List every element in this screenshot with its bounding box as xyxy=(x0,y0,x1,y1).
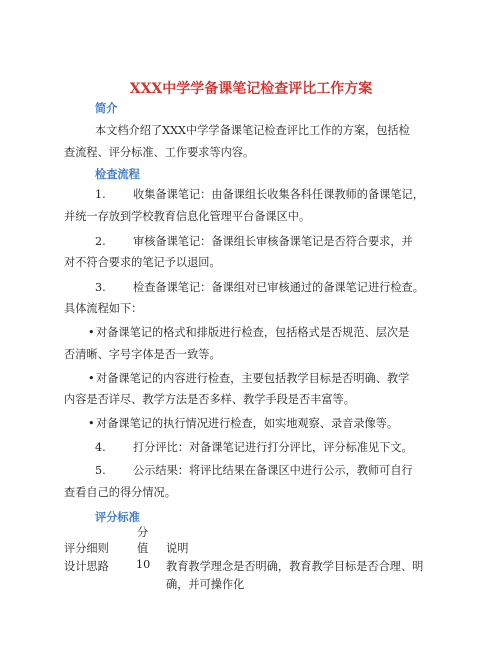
step-1-line-1: 收集备课笔记：由备课组长收集各科任课教师的备课笔记， xyxy=(133,188,424,201)
table-header-item: 评分细则 xyxy=(64,542,109,555)
bullet-2-line-1: 对备课笔记的内容进行检查，主要包括教学目标是否明确、教学 xyxy=(96,372,410,385)
step-4-line-1: 打分评比：对备课笔记进行打分评比，评分标准见下文。 xyxy=(133,441,413,454)
step-4-number: 4. xyxy=(95,441,106,454)
step-5-line-1: 公示结果：将评比结果在备课区中进行公示，教师可自行 xyxy=(133,464,413,477)
step-5-number: 5. xyxy=(95,464,106,477)
table-cell-desc-line-2: 确，并可操作化 xyxy=(166,578,245,591)
step-2-number: 2. xyxy=(95,235,106,248)
step-2-line-1: 审核备课笔记：备课组长审核备课笔记是否符合要求，并 xyxy=(133,235,413,248)
bullet-3-mark: • xyxy=(88,417,95,430)
section-heading-intro: 简介 xyxy=(95,101,118,115)
bullet-2-line-2: 内容是否详尽、教学方法是否多样、教学手段是否丰富等。 xyxy=(64,393,355,406)
bullet-1-mark: • xyxy=(88,326,95,339)
table-header-score-top: 分 xyxy=(137,526,149,539)
section-heading-process: 检查流程 xyxy=(95,167,140,181)
bullet-3-line-1: 对备课笔记的执行情况进行检查，如实地观察、录音录像等。 xyxy=(96,417,399,430)
section-heading-criteria: 评分标准 xyxy=(95,510,140,524)
document-title: XXX中学学备课笔记检查评比工作方案 xyxy=(129,81,373,97)
step-3-number: 3. xyxy=(95,281,106,294)
bullet-2-mark: • xyxy=(88,372,95,385)
intro-line-2: 查流程、评分标准、工作要求等内容。 xyxy=(64,146,255,159)
step-1-number: 1. xyxy=(95,188,106,201)
table-cell-desc-line-1: 教育教学理念是否明确，教育教学目标是否合理、明 xyxy=(166,560,424,573)
step-2-line-2: 对不符合要求的笔记予以退回。 xyxy=(64,256,221,269)
intro-line-1: 本文档介绍了XXX中学学备课笔记检查评比工作的方案，包括检 xyxy=(95,124,410,137)
table-header-desc: 说明 xyxy=(166,542,189,555)
bullet-1-line-1: 对备课笔记的格式和排版进行检查，包括格式是否规范、层次是 xyxy=(96,326,410,339)
step-5-line-2: 查看自己的得分情况。 xyxy=(64,486,176,499)
bullet-1-line-2: 否清晰、字号字体是否一致等。 xyxy=(64,348,221,361)
table-cell-item: 设计思路 xyxy=(64,560,109,573)
step-3-line-1: 检查备课笔记：备课组对已审核通过的备课笔记进行检查。 xyxy=(133,281,424,294)
step-1-line-2: 并统一存放到学校教育信息化管理平台备课区中。 xyxy=(64,210,311,223)
step-3-line-2: 具体流程如下： xyxy=(64,302,143,315)
table-header-score-bottom: 值 xyxy=(137,542,149,555)
table-cell-score: 10 xyxy=(136,558,151,571)
